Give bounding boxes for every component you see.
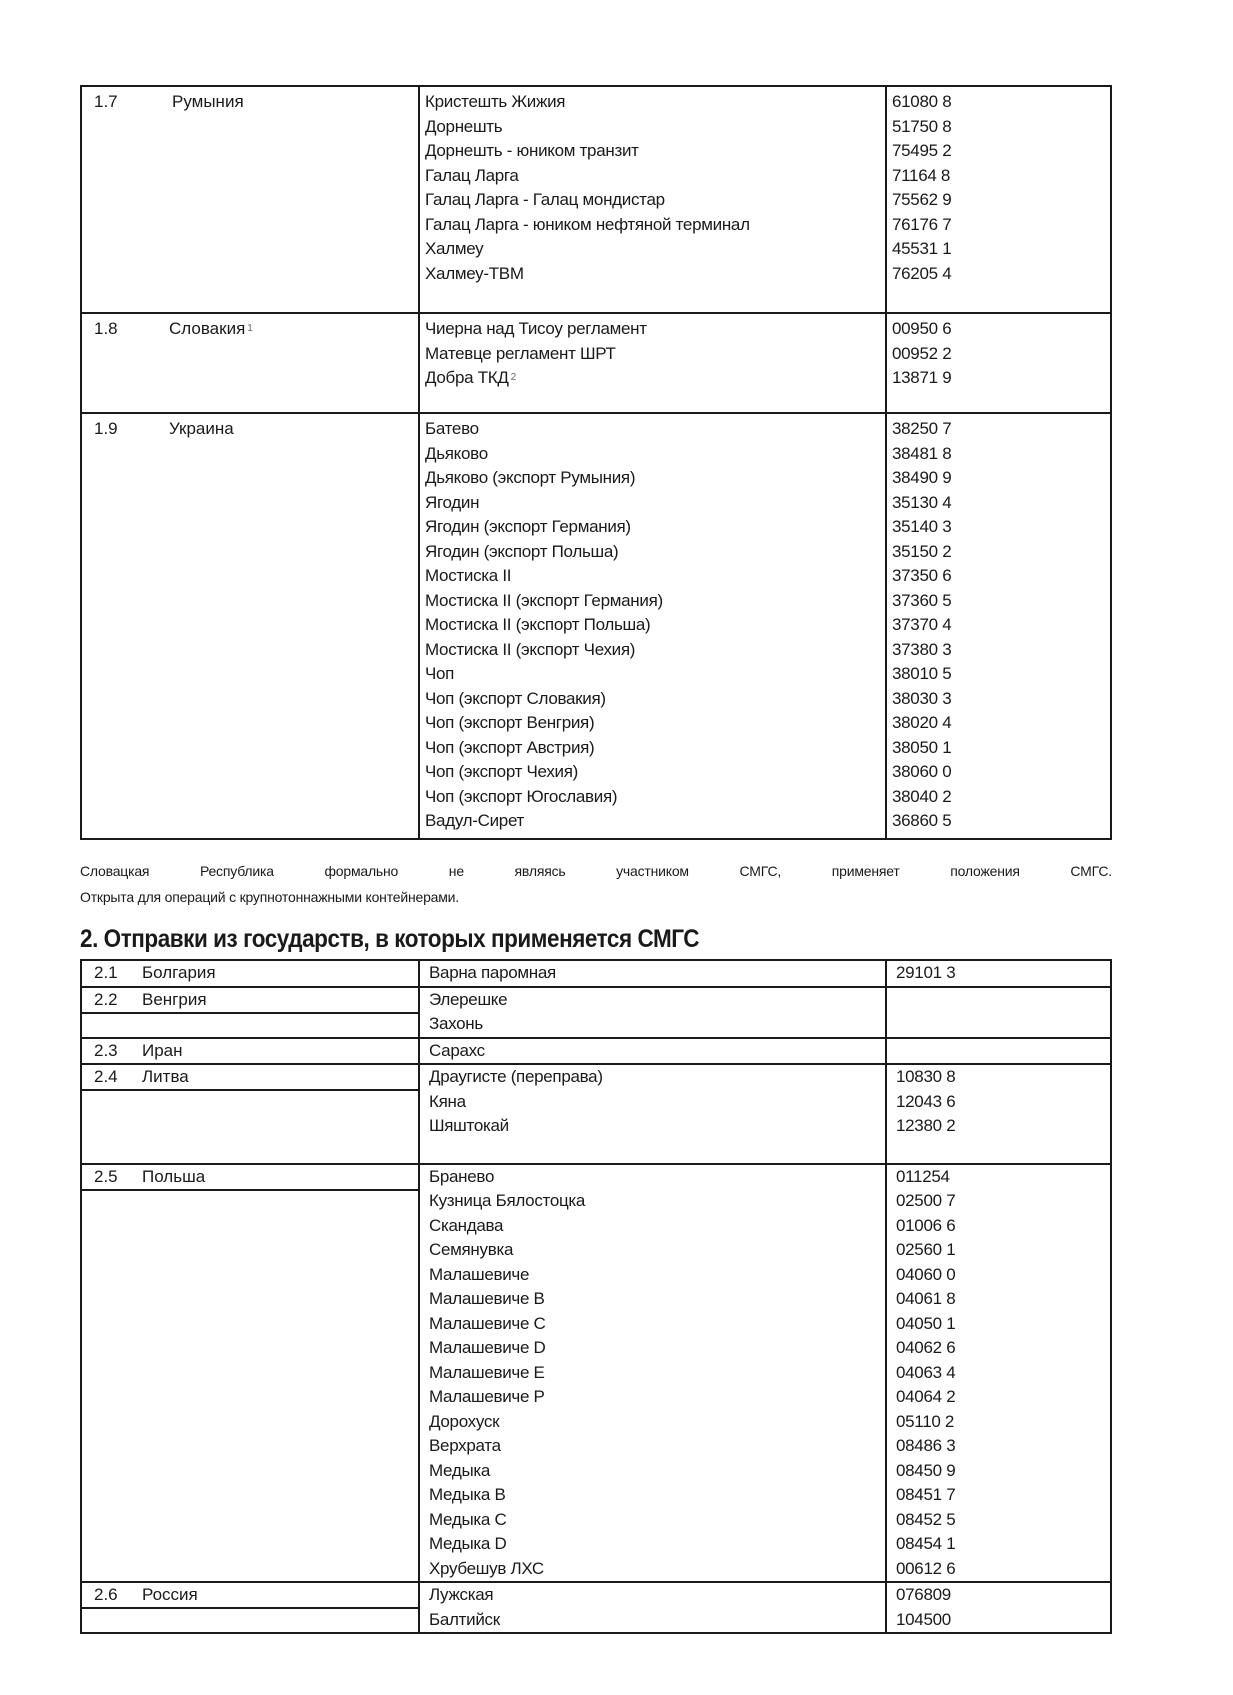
codes-cell <box>887 988 1110 1037</box>
station-code: 011254 <box>896 1166 950 1186</box>
station-code: 75495 2 <box>892 141 952 160</box>
country-row <box>82 1581 1110 1632</box>
section-number: 2.6 <box>94 1585 118 1604</box>
station-code: 05110 2 <box>896 1411 955 1431</box>
country-cell <box>82 414 420 838</box>
station-name: Медыка <box>429 1460 491 1480</box>
station-name: Элерешке <box>429 989 508 1009</box>
station-name: Халмеу <box>425 239 484 258</box>
country-header <box>82 988 418 1014</box>
station-name: Дорнешть <box>425 116 503 136</box>
country-row <box>82 961 1110 986</box>
station-name: Семянувка <box>429 1240 514 1259</box>
station-name: Дьяково (экспорт Румыния) <box>425 468 636 487</box>
station-code: 12043 6 <box>896 1091 956 1111</box>
country-cell <box>82 1039 420 1064</box>
stations-cell <box>420 1065 887 1163</box>
footnote-word: Республика <box>199 863 274 879</box>
stations-cell <box>420 988 887 1037</box>
station-name: Сарахс <box>429 1040 485 1060</box>
station-name: Галац Ларга - Галац мондистар <box>425 190 665 209</box>
station-code: 29101 3 <box>896 963 956 982</box>
station-code: 38490 9 <box>892 468 952 487</box>
station-name: Дьяково <box>425 443 488 463</box>
station-name: Чоп (экспорт Австрия) <box>425 737 595 757</box>
station-code: 38020 4 <box>892 713 952 732</box>
country-row <box>82 986 1110 1037</box>
station-code: 104500 <box>896 1609 951 1629</box>
station-code: 35150 2 <box>892 541 952 561</box>
table-section-2 <box>80 959 1112 1634</box>
stations-cell <box>420 1583 887 1632</box>
station-name: Мостиска II <box>425 566 512 585</box>
station-name: Галац Ларга - юником нефтяной терминал <box>425 214 750 234</box>
country-header <box>82 1039 418 1063</box>
station-name: Дорохуск <box>429 1411 500 1431</box>
station-name: Ягодин (экспорт Польша) <box>425 541 619 561</box>
station-name: Балтийск <box>429 1609 500 1629</box>
station-code: 37380 3 <box>892 639 952 659</box>
station-name: Чиерна над Тисоу регламент <box>425 319 647 338</box>
station-code: 00950 6 <box>892 319 952 338</box>
station-name: Чоп (экспорт Чехия) <box>425 762 579 781</box>
footnote-word: не <box>448 863 464 879</box>
section-number: 2.5 <box>94 1166 118 1186</box>
country-cell <box>82 988 420 1037</box>
station-name: Верхрата <box>429 1436 501 1455</box>
station-name: Чоп (экспорт Венгрия) <box>425 713 595 732</box>
country-name: Литва <box>142 1067 189 1086</box>
country-cell <box>82 314 420 412</box>
country-name: Болгария <box>142 963 216 982</box>
station-code: 36860 5 <box>892 811 952 830</box>
footnote-word: являясь <box>514 863 566 879</box>
station-code: 01006 6 <box>896 1215 956 1235</box>
codes-cell <box>887 1583 1110 1632</box>
country-name: Словакия $^1$ <box>169 319 253 338</box>
footnote-word: Словацкая <box>80 863 150 879</box>
station-code: 76176 7 <box>892 214 952 234</box>
codes-cell <box>887 314 1110 412</box>
country-cell <box>82 1065 420 1163</box>
station-code: 00612 6 <box>896 1558 956 1578</box>
station-name: Батево <box>425 419 479 438</box>
station-name: Хрубешув ЛХС <box>429 1558 544 1578</box>
station-name: Шяштокай <box>429 1116 509 1135</box>
country-header <box>82 1583 418 1609</box>
station-code: 12380 2 <box>896 1116 956 1135</box>
station-name: Дорнешть - юником транзит <box>425 141 639 160</box>
station-name: Мостиска II (экспорт Польша) <box>425 615 651 634</box>
footnote-word: применяет <box>831 863 900 879</box>
country-row <box>82 1063 1110 1163</box>
station-code: 10830 8 <box>896 1067 956 1086</box>
station-name: Добра ТКД $^2$ <box>425 368 516 387</box>
footnote-word: положения <box>950 863 1020 879</box>
station-code: 00952 2 <box>892 343 952 363</box>
station-code: 02500 7 <box>896 1191 956 1210</box>
section-number: 2.4 <box>94 1067 118 1086</box>
station-name: Ягодин (экспорт Германия) <box>425 517 631 536</box>
station-code: 38060 0 <box>892 762 952 781</box>
codes-cell <box>887 414 1110 838</box>
station-name: Мостиска II (экспорт Германия) <box>425 590 663 610</box>
station-name: Кяна <box>429 1091 466 1111</box>
section-number: 1.8 <box>94 319 118 338</box>
station-name: Медыка C <box>429 1509 507 1529</box>
station-name: Скандава <box>429 1215 504 1235</box>
footnote-mark: 1 <box>247 323 253 334</box>
country-cell <box>82 1583 420 1632</box>
station-code: 38250 7 <box>892 419 952 438</box>
section-number: 2.3 <box>94 1040 118 1060</box>
country-name: Россия <box>142 1585 198 1604</box>
station-name: Варна паромная <box>429 963 556 982</box>
station-code: 35130 4 <box>892 492 952 512</box>
stations-cell <box>420 1039 887 1064</box>
station-name: Матевце регламент ШРТ <box>425 343 616 363</box>
station-code: 35140 3 <box>892 517 952 536</box>
station-name: Ягодин <box>425 492 480 512</box>
footnote-word: формально <box>324 863 399 879</box>
station-code: 37360 5 <box>892 590 952 610</box>
station-name: Малашевиче C <box>429 1313 546 1333</box>
stations-cell <box>420 314 887 412</box>
station-code: 61080 8 <box>892 92 952 111</box>
section-number: 2.1 <box>94 963 118 982</box>
station-code: 38050 1 <box>892 737 952 757</box>
country-name: Иран <box>142 1040 183 1060</box>
codes-cell <box>887 1039 1110 1064</box>
footnote-word: СМГС. <box>1070 863 1112 879</box>
stations-cell <box>420 87 887 312</box>
station-name: Малашевиче E <box>429 1362 545 1382</box>
country-header <box>82 1065 418 1091</box>
country-cell <box>82 1165 420 1582</box>
footnote-1 <box>80 863 1112 879</box>
station-name: Кузница Бялостоцка <box>429 1191 586 1210</box>
station-name: Галац Ларга <box>425 165 519 185</box>
station-name: Лужская <box>429 1585 494 1604</box>
footnote-word: СМГС, <box>739 863 782 879</box>
station-code: 76205 4 <box>892 263 952 283</box>
station-name: Чоп <box>425 664 455 683</box>
station-code: 38040 2 <box>892 786 952 806</box>
station-code: 04061 8 <box>896 1289 956 1308</box>
station-code: 076809 <box>896 1585 951 1604</box>
station-code: 38010 5 <box>892 664 952 683</box>
stations-cell <box>420 1165 887 1582</box>
country-header <box>82 961 418 985</box>
stations-cell <box>420 414 887 838</box>
station-code: 75562 9 <box>892 190 952 209</box>
station-name: Малашевиче B <box>429 1289 545 1308</box>
station-name: Захонь <box>429 1014 483 1033</box>
footnote-mark: 2 <box>510 372 516 383</box>
station-name: Кристешть Жижия <box>425 92 566 111</box>
station-code: 13871 9 <box>892 368 952 387</box>
country-cell <box>82 87 420 312</box>
section-number: 1.7 <box>94 92 118 111</box>
station-name: Мостиска II (экспорт Чехия) <box>425 639 636 659</box>
station-code: 08451 7 <box>896 1485 956 1504</box>
station-code: 38481 8 <box>892 443 952 463</box>
codes-cell <box>887 961 1110 986</box>
station-code: 08486 3 <box>896 1436 956 1455</box>
section-number: 2.2 <box>94 989 118 1009</box>
codes-cell <box>887 1165 1110 1582</box>
country-name: Польша <box>142 1166 206 1186</box>
station-code: 04050 1 <box>896 1313 956 1333</box>
station-code: 71164 8 <box>892 165 951 185</box>
country-cell <box>82 961 420 986</box>
codes-cell <box>887 1065 1110 1163</box>
stations-cell <box>420 961 887 986</box>
station-code: 02560 1 <box>896 1240 956 1259</box>
country-section <box>82 312 1110 412</box>
country-name: Румыния <box>172 92 244 111</box>
station-name: Малашевиче D <box>429 1338 546 1357</box>
station-code: 08454 1 <box>896 1534 956 1553</box>
country-row <box>82 1163 1110 1582</box>
station-name: Медыка D <box>429 1534 507 1553</box>
section-heading: 2. Отправки из государств, в которых применяется СМГС <box>80 925 700 953</box>
station-code: 04063 4 <box>896 1362 956 1382</box>
station-name: Драугисте (переправа) <box>429 1067 603 1086</box>
station-name: Малашевиче <box>429 1264 530 1284</box>
station-name: Медыка B <box>429 1485 506 1504</box>
country-name: Венгрия <box>142 989 207 1009</box>
station-code: 08452 5 <box>896 1509 956 1529</box>
footnote-word: участником <box>616 863 689 879</box>
station-code: 51750 8 <box>892 116 952 136</box>
table-section-1 <box>80 85 1112 840</box>
country-section <box>82 87 1110 312</box>
section-number: 1.9 <box>94 419 118 438</box>
station-code: 04062 6 <box>896 1338 956 1357</box>
country-row <box>82 1037 1110 1064</box>
country-section <box>82 412 1110 838</box>
station-code: 38030 3 <box>892 688 952 708</box>
station-name: Бранево <box>429 1166 495 1186</box>
station-name: Чоп (экспорт Словакия) <box>425 688 606 708</box>
footnote-2: Открыта для операций с крупнотоннажными контейнерами. <box>80 889 459 905</box>
codes-cell <box>887 87 1110 312</box>
station-code: 08450 9 <box>896 1460 956 1480</box>
station-name: Халмеу-ТВМ <box>425 263 524 283</box>
station-name: Малашевиче P <box>429 1387 545 1406</box>
country-name: Украина <box>169 419 234 438</box>
station-name: Вадул-Сирет <box>425 811 525 830</box>
station-code: 04060 0 <box>896 1264 956 1284</box>
station-code: 37370 4 <box>892 615 952 634</box>
station-code: 37350 6 <box>892 566 952 585</box>
station-code: 04064 2 <box>896 1387 956 1406</box>
station-code: 45531 1 <box>892 239 952 258</box>
country-header <box>82 1165 418 1191</box>
station-name: Чоп (экспорт Югославия) <box>425 786 618 806</box>
